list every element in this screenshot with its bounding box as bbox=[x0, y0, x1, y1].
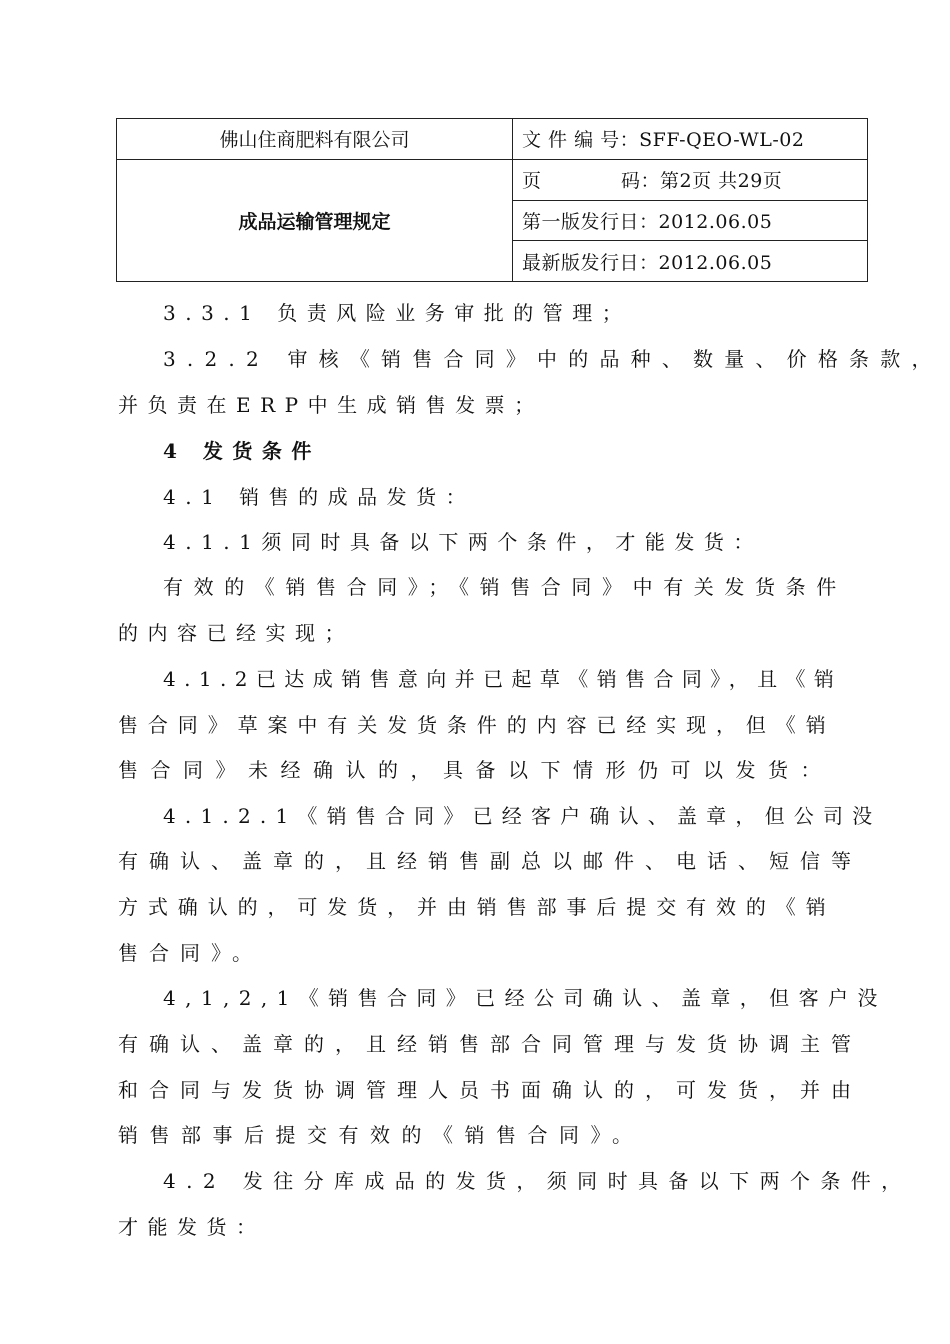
clause-3-3-1: 3.3.1 负责风险业务审批的管理； bbox=[163, 301, 632, 325]
clause-4-1-2-1-cont-2: 方式确认的，可发货，并由销售部事后提交有效的《销 bbox=[118, 895, 836, 919]
document-number: 文 件 编 号：SFF-QEO-WL-02 bbox=[513, 119, 868, 160]
clause-4-1-2-1-b-cont-1: 有确认、盖章的，且经销售部合同管理与发货协调主管 bbox=[118, 1032, 862, 1056]
clause-4-2-cont: 才能发货： bbox=[118, 1215, 266, 1239]
clause-4-1-1-cond-cont: 的内容已经实现； bbox=[118, 621, 354, 645]
section-4-heading: 4 发货条件 bbox=[163, 439, 321, 463]
page-label: 页 bbox=[522, 170, 542, 193]
clause-4-1-2-1-cont-3: 售合同》。 bbox=[118, 941, 263, 965]
clause-3-2-2-cont: 并负责在ERP中生成销售发票； bbox=[118, 393, 544, 417]
latest-issue-date: 最新版发行日：2012.06.05 bbox=[513, 241, 868, 282]
clause-4-1-1: 4.1.1须同时具备以下两个条件，才能发货： bbox=[163, 530, 763, 554]
clause-4-1-2-1-b-cont-3: 销售部事后提交有效的《销售合同》。 bbox=[118, 1123, 644, 1147]
clause-4-1-2-cont-1: 售合同》草案中有关发货条件的内容已经实现，但《销 bbox=[118, 713, 836, 737]
clause-4-1: 4.1 销售的成品发货： bbox=[163, 485, 476, 509]
page-value: 码：第2页 共29页 bbox=[621, 170, 783, 193]
clause-4-1-2-1-b: 4,1,2,1《销售合同》已经公司确认、盖章，但客户没 bbox=[163, 986, 887, 1010]
first-issue-date: 第一版发行日：2012.06.05 bbox=[513, 200, 868, 241]
clause-3-2-2: 3.2.2 审核《销售合同》中的品种、数量、价格条款， bbox=[163, 347, 943, 371]
clause-4-1-1-cond: 有效的《销售合同》；《销售合同》中有关发货条件 bbox=[163, 575, 847, 599]
clause-4-1-2-1: 4.1.2.1《销售合同》已经客户确认、盖章，但公司没 bbox=[163, 804, 882, 828]
clause-4-1-2-1-b-cont-2: 和合同与发货协调管理人员书面确认的，可发货，并由 bbox=[118, 1078, 862, 1102]
clause-4-1-2: 4.1.2已达成销售意向并已起草《销售合同》，且《销 bbox=[163, 667, 843, 691]
document-title: 成品运输管理规定 bbox=[117, 159, 513, 281]
clause-4-1-2-cont-2: 售合同》未经确认的，具备以下情形仍可以发货： bbox=[118, 758, 833, 782]
document-header-table bbox=[116, 118, 868, 282]
page-number bbox=[513, 159, 868, 200]
company-name: 佛山住商肥料有限公司 bbox=[117, 119, 513, 160]
clause-4-2: 4.2 发往分库成品的发货，须同时具备以下两个条件， bbox=[163, 1169, 912, 1193]
clause-4-1-2-1-cont-1: 有确认、盖章的，且经销售副总以邮件、电话、短信等 bbox=[118, 849, 862, 873]
